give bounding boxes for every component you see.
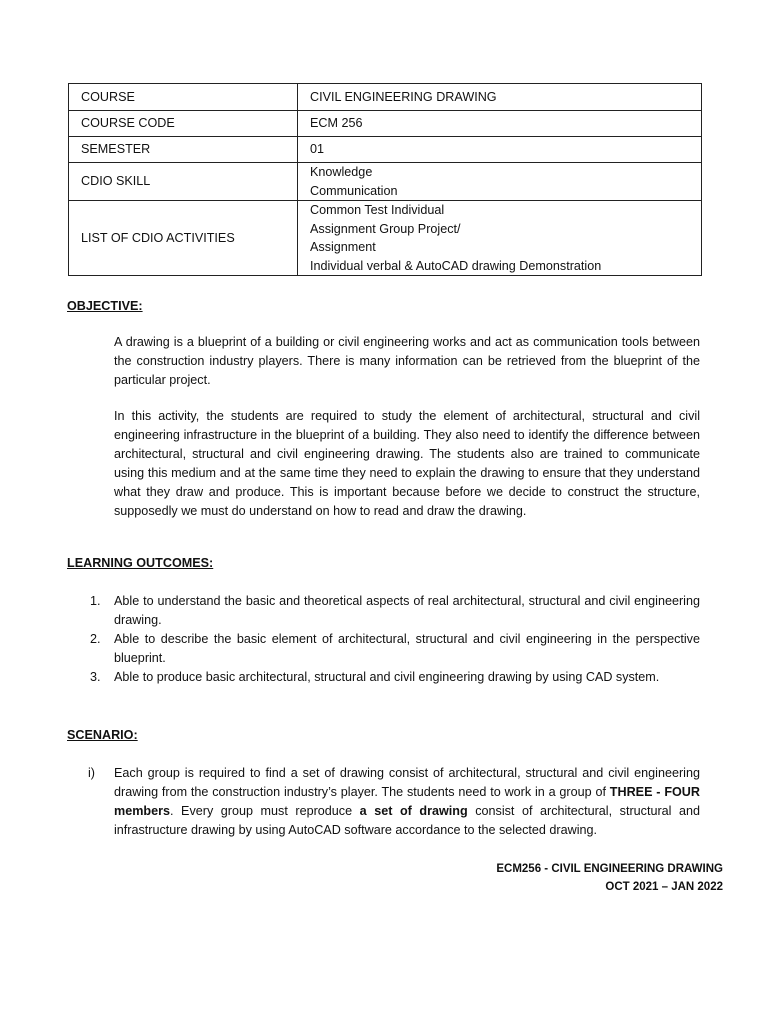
objective-paragraph: In this activity, the students are required to study the element of architectural, structural and civil engineering infrastructure in the blueprint of a building. They also need to identify the difference between architectural, structural and civil engineering drawing. The students also are trained to communicate using this medium and at the same time they need to explain the drawing to ensure that they understand what they draw and produce. This is important because before we decide to construct the structure, supposedly we must do understand on how to read and draw the drawing. <box>114 409 700 518</box>
cdio-activities-label: LIST OF CDIO ACTIVITIES <box>69 201 298 276</box>
cdio-skill-label: CDIO SKILL <box>69 163 298 201</box>
objective-paragraph: A drawing is a blueprint of a building or civil engineering works and act as communication tools between the construction industry players. There is many information can be retrieved from the blueprint of the particular project. <box>114 335 700 387</box>
course-code-label: COURSE CODE <box>69 111 298 137</box>
cdio-skill-line: Communication <box>310 183 398 198</box>
scenario-heading: SCENARIO: <box>67 728 138 742</box>
table-row <box>69 111 702 137</box>
list-item <box>84 592 700 630</box>
course-label: COURSE <box>69 84 298 111</box>
cdio-skill-line: Knowledge <box>310 165 373 179</box>
list-item-text: Able to understand the basic and theoretical aspects of real architectural, structural and civil engineering drawing. <box>114 594 700 627</box>
scenario-item-number: i) <box>88 766 95 780</box>
course-code-value: ECM 256 <box>298 111 702 137</box>
group-size-emphasis: THREE - FOUR members <box>114 785 700 818</box>
cdio-skill-value <box>298 163 702 201</box>
footer-session: OCT 2021 – JAN 2022 <box>605 881 723 893</box>
list-item-text: Able to produce basic architectural, structural and civil engineering drawing by using CAD system. <box>114 670 660 684</box>
scenario-item-text <box>114 764 700 840</box>
table-row <box>69 201 702 276</box>
cdio-activity-line: Common Test Individual <box>310 203 445 217</box>
learning-outcomes-heading: LEARNING OUTCOMES: <box>67 556 214 570</box>
scenario-text-part: . Every group must reproduce <box>170 804 360 818</box>
list-item-number: 1. <box>90 594 101 608</box>
list-item <box>84 668 700 687</box>
course-info-table <box>68 83 702 276</box>
course-value: CIVIL ENGINEERING DRAWING <box>298 84 702 111</box>
scenario-text-part: Each group is required to find a set of drawing consist of architectural, structural and civil engineering drawing from the construction industry’s player. The students need to work in a group of <box>114 766 700 799</box>
list-item-number: 3. <box>90 670 101 684</box>
learning-outcomes-list <box>84 592 700 687</box>
cdio-activities-value <box>298 201 702 276</box>
list-item-number: 2. <box>90 632 101 646</box>
table-row <box>69 84 702 111</box>
page-footer <box>496 860 723 896</box>
cdio-activity-line: Assignment <box>310 240 376 254</box>
semester-label: SEMESTER <box>69 137 298 163</box>
table-row <box>69 137 702 163</box>
cdio-activity-line: Individual verbal & AutoCAD drawing Demonstration <box>310 258 602 273</box>
footer-course-title: ECM256 - CIVIL ENGINEERING DRAWING <box>496 863 723 875</box>
list-item <box>84 630 700 668</box>
table-row <box>69 163 702 201</box>
objective-heading: OBJECTIVE: <box>67 299 143 313</box>
scenario-text-part: consist of architectural, structural and infrastructure drawing by using AutoCAD software accordance to the selected drawing. <box>114 804 700 837</box>
drawing-set-emphasis: a set of drawing <box>359 804 468 818</box>
scenario-item <box>88 764 700 840</box>
cdio-activity-line: Assignment Group Project/ <box>310 221 461 236</box>
list-item-text: Able to describe the basic element of architectural, structural and civil engineering in the perspective blueprint. <box>114 632 700 665</box>
semester-value: 01 <box>298 137 702 163</box>
